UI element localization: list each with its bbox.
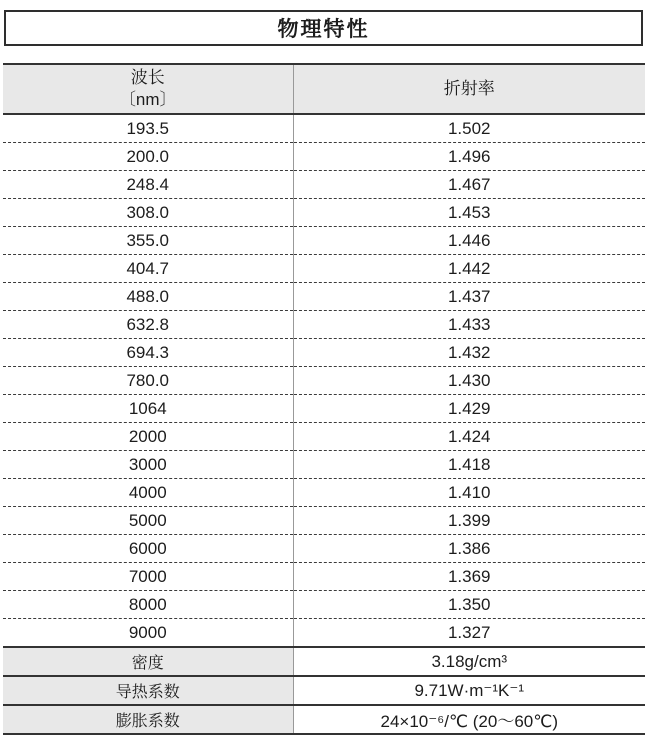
- refractive-index-cell: 1.386: [293, 535, 645, 563]
- table-header-row: [3, 64, 645, 114]
- wavelength-cell: 488.0: [3, 283, 293, 311]
- refractive-index-cell: 1.446: [293, 227, 645, 255]
- refractive-index-cell: 1.430: [293, 367, 645, 395]
- wavelength-cell: 9000: [128, 622, 167, 642]
- property-row-density: [3, 647, 645, 676]
- table-row: [3, 339, 645, 367]
- wavelength-cell: 4000: [3, 479, 293, 507]
- wavelength-cell: 193.5: [3, 114, 293, 143]
- refractive-index-cell: 1.467: [293, 171, 645, 199]
- table-row: [3, 114, 645, 143]
- property-label: 导热系数: [3, 676, 293, 705]
- property-row-expansion-coefficient: [3, 705, 645, 734]
- table-row: [3, 591, 645, 619]
- wavelength-cell: 694.3: [3, 339, 293, 367]
- table-row: [3, 143, 645, 171]
- refractive-index-cell: 1.496: [293, 143, 645, 171]
- table-row: [3, 423, 645, 451]
- refractive-index-cell: 1.410: [293, 479, 645, 507]
- refractive-index-cell: 1.432: [293, 339, 645, 367]
- table-row: [3, 199, 645, 227]
- refractive-index-cell: 1.327: [293, 619, 645, 648]
- page-title: 物理特性: [4, 10, 643, 46]
- table-row: [3, 395, 645, 423]
- property-label: 膨胀系数: [3, 705, 293, 734]
- wavelength-cell: 308.0: [3, 199, 293, 227]
- wavelength-column-header: [3, 64, 293, 114]
- table-row: [3, 367, 645, 395]
- wavelength-cell: 2000: [3, 423, 293, 451]
- refractive-index-cell: 1.433: [293, 311, 645, 339]
- refractive-index-column-header: 折射率: [293, 64, 645, 114]
- refractive-index-cell: 1.429: [293, 395, 645, 423]
- table-row: [3, 171, 645, 199]
- wavelength-cell: 200.0: [3, 143, 293, 171]
- wavelength-cell: 7000: [3, 563, 293, 591]
- wavelength-cell: 8000: [3, 591, 293, 619]
- refractive-index-cell: 1.453: [293, 199, 645, 227]
- property-row-thermal-conductivity: [3, 676, 645, 705]
- property-value: 3.18g/cm³: [293, 647, 645, 676]
- physical-properties-table: [3, 63, 645, 735]
- refractive-index-cell: 1.350: [293, 591, 645, 619]
- table-row: [3, 227, 645, 255]
- wavelength-cell: 248.4: [3, 171, 293, 199]
- refractive-index-cell: 1.424: [293, 423, 645, 451]
- wavelength-cell: 6000: [3, 535, 293, 563]
- wavelength-cell: 3000: [3, 451, 293, 479]
- wavelength-cell: 404.7: [3, 255, 293, 283]
- table-row: [3, 619, 645, 648]
- refractive-index-cell: 1.399: [293, 507, 645, 535]
- refractive-index-cell: 1.502: [293, 114, 645, 143]
- table-row: [3, 507, 645, 535]
- table-row: [3, 535, 645, 563]
- table-row: [3, 283, 645, 311]
- wavelength-cell: 5000: [3, 507, 293, 535]
- table-row: [3, 451, 645, 479]
- table-row: [3, 479, 645, 507]
- property-value: 24×10⁻⁶/℃ (20～60℃): [293, 705, 645, 734]
- refractive-index-cell: 1.369: [293, 563, 645, 591]
- refractive-index-cell: 1.437: [293, 283, 645, 311]
- wavelength-unit: 〔nm〕: [118, 90, 177, 109]
- table-row: [3, 255, 645, 283]
- wavelength-label: 波长: [130, 68, 165, 87]
- wavelength-cell: 632.8: [3, 311, 293, 339]
- refractive-index-cell: 1.418: [293, 451, 645, 479]
- refractive-index-cell: 1.442: [293, 255, 645, 283]
- property-value: 9.71W·m⁻¹K⁻¹: [293, 676, 645, 705]
- table-row: [3, 563, 645, 591]
- wavelength-cell: 1064: [3, 395, 293, 423]
- table-row: [3, 311, 645, 339]
- wavelength-cell: 780.0: [3, 367, 293, 395]
- property-label: 密度: [3, 647, 293, 676]
- wavelength-cell: 355.0: [3, 227, 293, 255]
